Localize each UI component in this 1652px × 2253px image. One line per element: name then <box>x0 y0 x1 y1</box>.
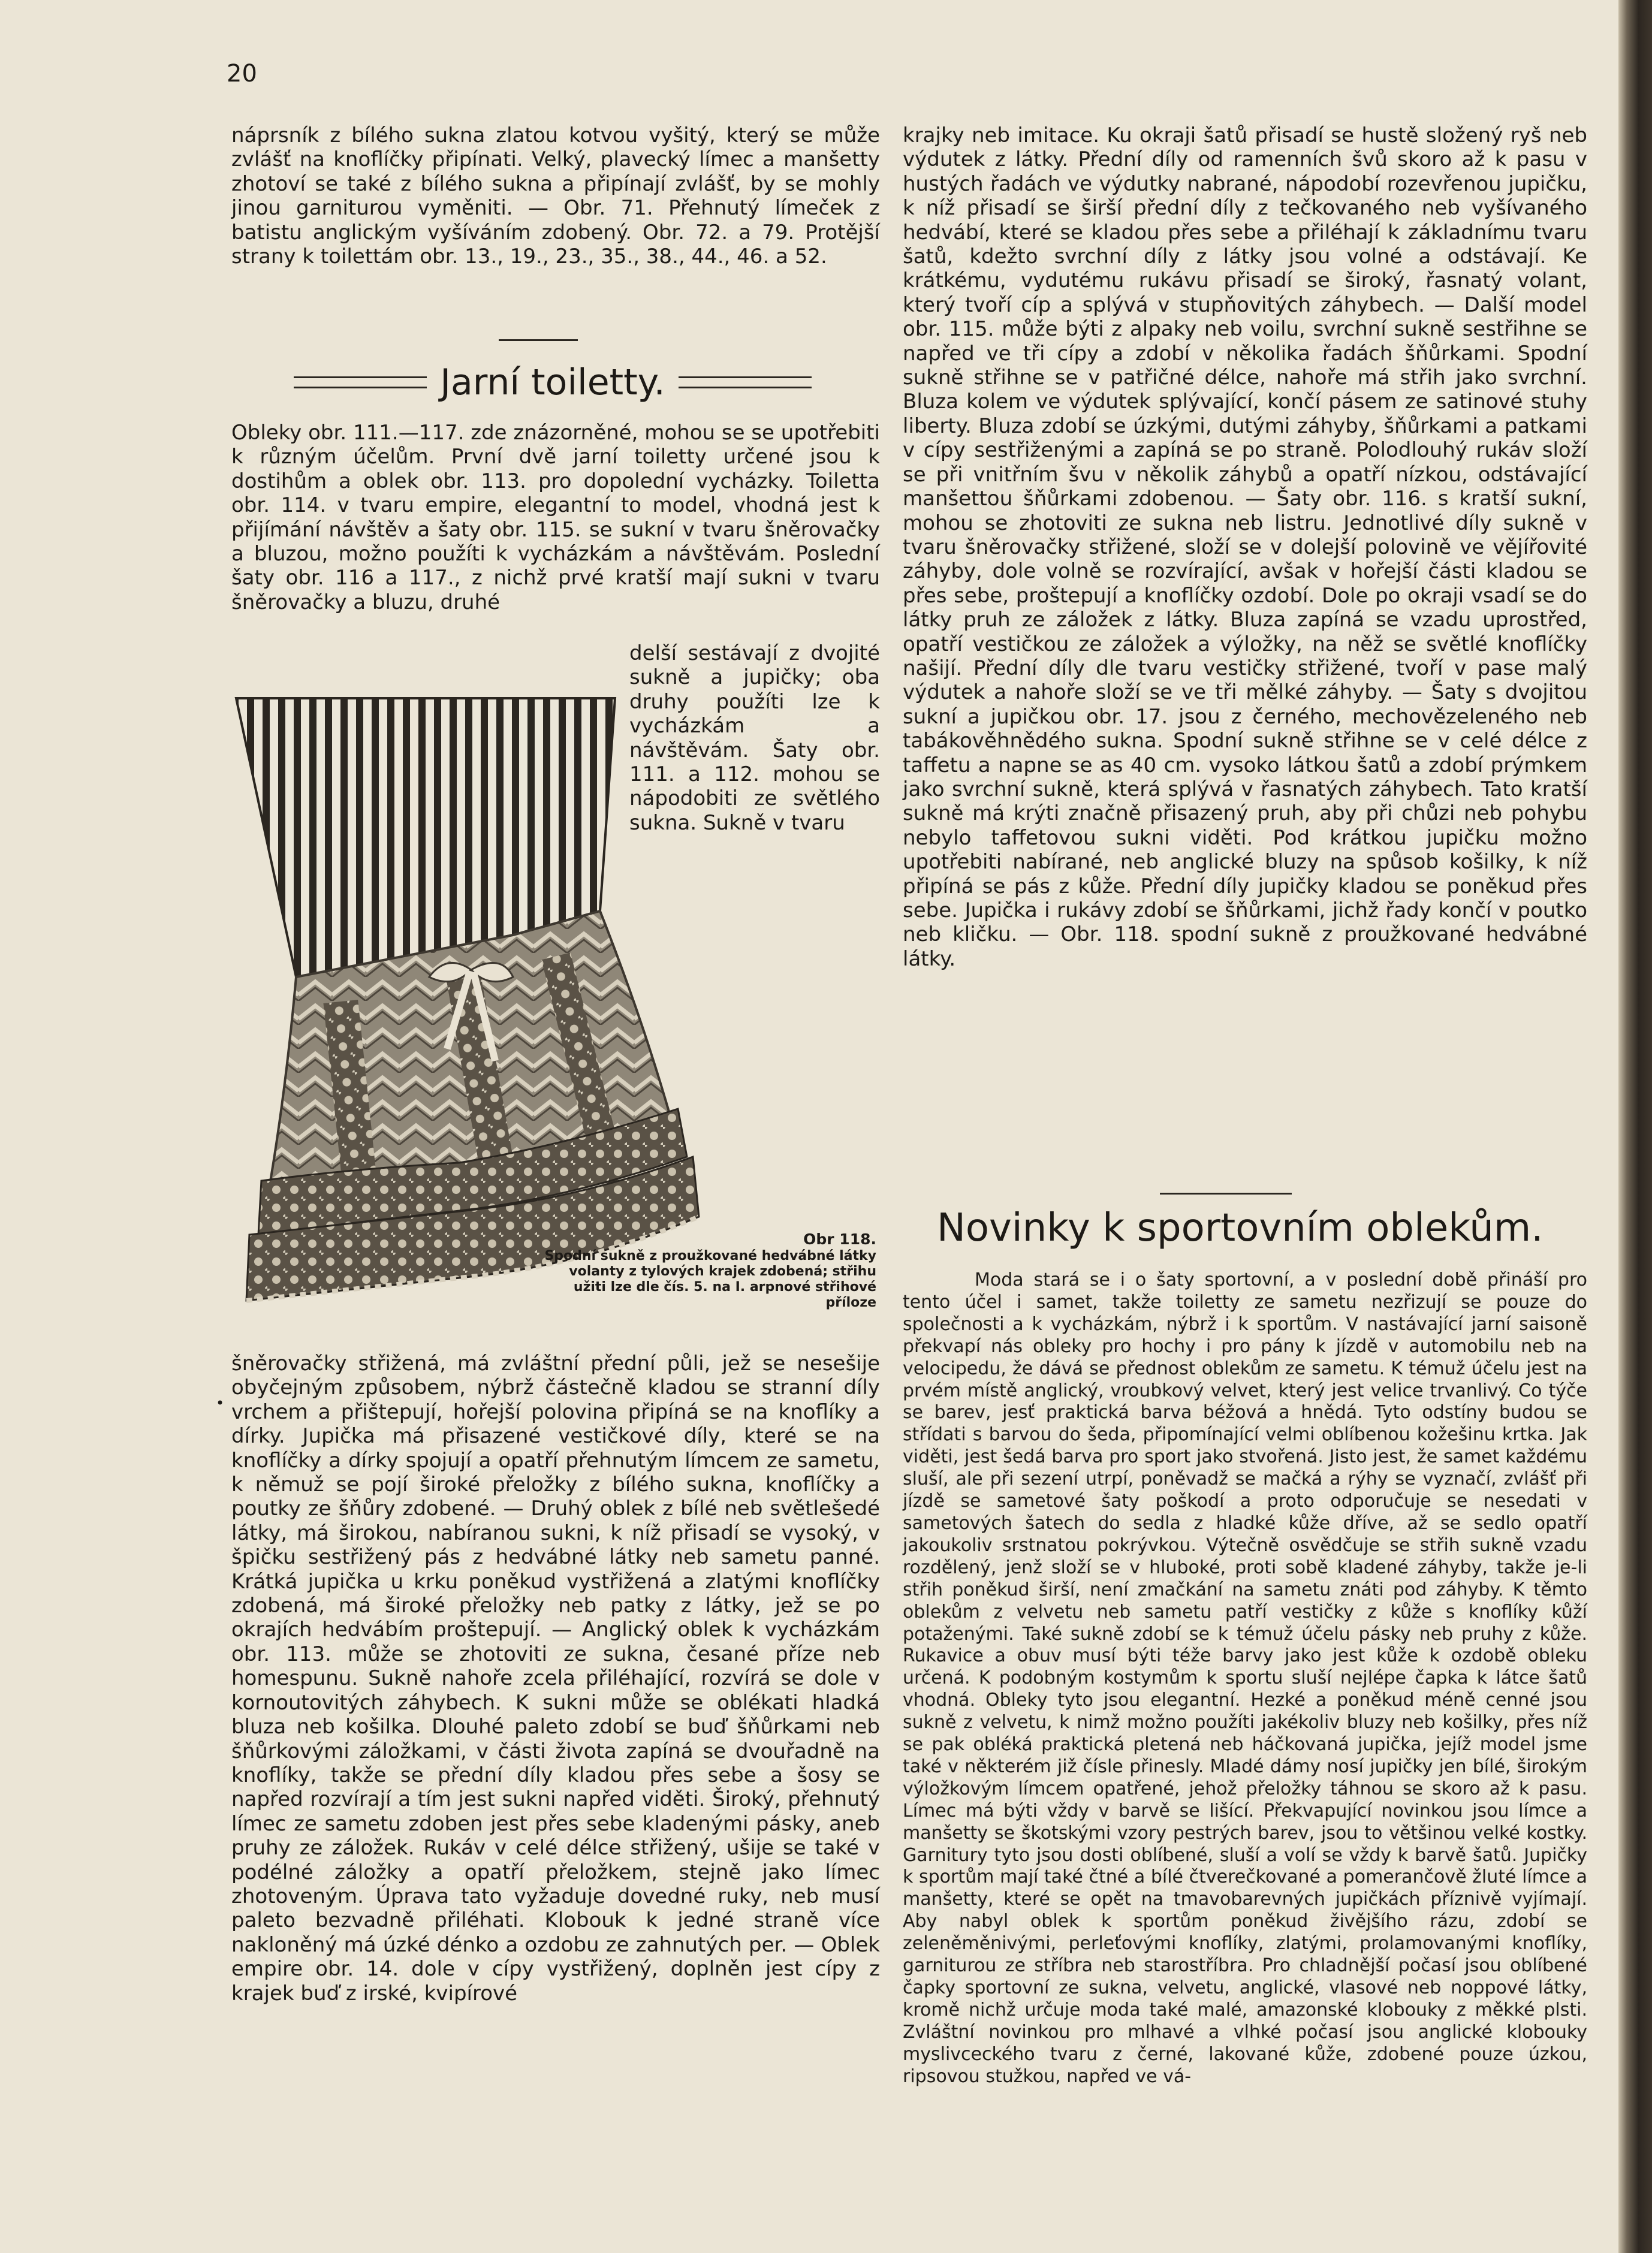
figure-caption-number: Obr 118. <box>803 1230 876 1248</box>
heading-rule-right <box>679 376 812 388</box>
page-number: 20 <box>227 60 257 88</box>
margin-mark: • <box>216 1395 225 1411</box>
figure-side-text <box>629 641 880 835</box>
book-spine-edge <box>1618 0 1652 2253</box>
section-title-sport: Novinky k sportovním oblekům. <box>937 1206 1544 1250</box>
divider <box>499 339 578 341</box>
figure-caption-text: Spodní sukně z proužkované hedvábné látky volanty z tylových krajek zdobená; střihu užiti lze dle čís. 5. na I. arpnové střihové příloze <box>544 1248 876 1310</box>
right-column <box>903 123 1587 971</box>
left-column-continuation <box>231 1352 880 2005</box>
left-column-intro <box>231 123 880 269</box>
section-heading-spring: Jarní toiletty. <box>294 361 812 403</box>
figure-side-paragraph: delší sestávají z dvojité sukně a jupičky; oba druhy použíti lze k vycházkám a návštěvám. Šaty obr. 111. a 112. mohou se nápodobiti ze světlého sukna. Sukně v tvaru <box>629 641 880 835</box>
intro-paragraph: náprsník z bílého sukna zlatou kotvou vyšitý, který se může zvlášť na knoflíčky připínati. Velký, plavecký límec a manšetty zhotoví se také z bílého sukna a připínají zvlášť, by se mohly jinou garniturou vyměniti. — Obr. 71. Přehnutý límeček z batistu anglickým vyšíváním zdobený. Obr. 72. a 79. Protější strany k toilettám obr. 13., 19., 23., 35., 38., 44., 46. a 52. <box>231 123 880 269</box>
spring-paragraph: Obleky obr. 111.—117. zde znázorněné, mohou se se upotřebiti k různým účelům. První dvě jarní toiletty určené jsou k dostihům a oblek obr. 113. pro dopolední vycházky. Toiletta obr. 114. v tvaru empire, elegantní to model, vhodná jest k přijímání návštěv a šaty obr. 115. se sukní v tvaru šněrovačky a bluzou, možno použíti k vycházkám a návštěvám. Poslední šaty obr. 116 a 117., z nichž prvé kratší mají sukni v tvaru šněrovačky a bluzu, druhé <box>231 421 880 614</box>
right-paragraph: krajky neb imitace. Ku okraji šatů přisadí se hustě složený ryš neb výdutek z látky. Přední díly od ramenních švů skoro až k pasu v hustých řadách ve výdutky nabrané, nápodobí rozevřenou jupičku, k níž přisadí se širší přední díly z tečkovaného neb vyšívaného hedvábí, které se kladou přes sebe a přiléhají k základnímu tvaru šatů, kdežto svrchní díly z látky jsou volné a odstávají. Ke krátkému, vydutému rukávu přisadí se široký, řasnatý volant, který tvoří cíp a splývá v stupňovitých záhybech. — Další model obr. 115. může býti z alpaky neb voilu, svrchní sukně sestřihne se napřed ve tři cípy a zdobí v několika řadách šňůrkami. Spodní sukně střihne se v patřičné délce, nahoře má střih jako svrchní. Bluza kolem ve výdutek splývající, končí pásem ze satinové stuhy liberty. Bluza zdobí se úzkými, dutými záhyby, šňůrkami a patkami v cípy sestřiženými a zapíná se po straně. Polodlouhý rukáv složí se při vnitřním švu v několik záhybů a opatří nízkou, odstávající manšettou šňůrkami zdobenou. — Šaty obr. 116. s kratší sukní, mohou se zhotoviti ze sukna neb listru. Jednotlivé díly sukně v tvaru šněrovačky střižené, složí se v dolejší polovině ve vějířovité záhyby, dole volně se rozvírající, avšak v hořejší části kladou se přes sebe, proštepují a knoflíčky ozdobí. Dole po okraji vsadí se do látky pruh ze záložek z látky. Bluza zapíná se vzadu uprostřed, opatří vestičkou ze záložek a výložky, na něž se světlé knoflíčky našijí. Přední díly dle tvaru vestičky střižené, tvoří v pase malý výdutek a nahoře složí se ve tři mělké záhyby. — Šaty s dvojitou sukní a jupičkou obr. 17. jsou z černého, mechovězeleného neb tabákověhnědého sukna. Spodní sukně střihne se v celé délce z taffetu a napne se as 40 cm. vysoko látkou šatů a zdobí prýmkem jako svrchní sukně, která splývá v řasnatých záhybech. Tato kratší sukně má krýti značně přisazený pruh, aby při chůzi neb pohybu nebylo taffetovou sukni viděti. Pod krátkou jupičku možno upotřebiti nabírané, neb anglické bluzy na spůsob košilky, k níž připíná se pás z kůže. Přední díly jupičky kladou se poněkud přes sebe. Jupička i rukávy zdobí se šňůrkami, jichž řady končí v poutko neb kličku. — Obr. 118. spodní sukně z proužkované hedvábné látky. <box>903 123 1587 971</box>
sport-paragraph: Moda stará se i o šaty sportovní, a v poslední době přináší pro tento účel i samet, takže toiletty ze sametu nezřizují se pouze do společnosti a k vycházkám, nýbrž i k sportům. V nastávající jarní saisoně překvapí nás obleky pro hochy i pro pány k jízdě v automobilu neb na velocipedu, že dává se přednost oblekům ze sametu. K témuž účelu jest na prvém místě anglický, vroubkový velvet, který jest velice trvanlivý. Co týče se barev, jesť praktická barva béžová a hnědá. Tyto odstíny budou se střídati s barvou do šeda, připomínající velmi oblíbenou kožešinu krtka. Jak viděti, jest šedá barva pro sport jako stvořená. Jisto jest, že samet každému sluší, ale při sezení utrpí, poněvadž se mačká a rýhy se vyznačí, zvlášť při jízdě se sametové šaty poškodí a proto odporučuje se nesedati v sametových šatech do sedla z hladké kůže dříve, až se sedlo opatří jakoukoliv srstnatou pokrývkou. Výtečně osvědčuje se střih sukně vzadu rozdělený, jenž složí se v hluboké, proti sobě kladené záhyby, takže je-li střih poněkud širší, není zmačkání na sametu znáti pod záhyby. K těmto oblekům z velvetu neb sametu patří vestičky z kůže s knoflíky kůží potaženými. Také sukně zdobí se k témuž účelu pásky neb pruhy z kůže. Rukavice a obuv musí býti téže barvy jako jest kůže k ozdobě obleku určená. K podobným kostymům k sportu sluší nejlépe čapka k látce šatů vhodná. Obleky tyto jsou elegantní. Hezké a poněkud méně cenné jsou sukně z velvetu, k nimž možno použíti jakékoliv bluzy neb košilky, přes níž se pak obléká praktická pletená neb háčkovaná jupička, jejíž model jsme také v některém již čísle přinesly. Mladé dámy nosí jupičky jen bílé, širokým výložkovým límcem opatřené, jehož přeložky táhnou se skoro až k pasu. Límec má býti vždy v barvě se lišící. Překvapující novinkou jsou límce a manšetty se škotskými vzory pestrých barev, jsou to většinou velké kostky. Garnitury tyto jsou dosti oblíbené, sluší a volí se vždy k barvě šatů. Jupičky k sportům mají také čtné a bílé čtverečkované a pomerančově žluté límce a manšetty, které se opět na tmavobarevných jupičkách příznivě vyjímají. Aby nabyl oblek k sportům poněkud živějšího rázu, zdobí se zeleněměnivými, perleťovými knoflíky, zlatými, prolamovanými knoflíky, garniturou ze stříbra neb starostříbra. Pro chladnější počasí jsou oblíbené čapky sportovní ze sukna, velvetu, anglické, vlasové neb noppové látky, kromě nichž určuje moda také malé, amazonské klobouky z měkké plsti. Zvláštní novinkou pro mlhavé a vlhké počasí jsou anglické klobouky myslivceckého tvaru z černé, lakované kůže, zdobené pouze úzkou, ripsovou stužkou, napřed ve vá- <box>903 1269 1587 2087</box>
heading-rule-left <box>294 376 427 388</box>
sport-section <box>903 1269 1587 2088</box>
divider-right <box>1160 1193 1292 1195</box>
left-column-paragraph <box>231 421 880 614</box>
continuation-paragraph: šněrovačky střižená, má zvláštní přední půli, jež se nesešije obyčejným způsobem, nýbrž částečně kladou se stranní díly vrchem a přištepují, hořejší polovina připíná se na knoflíky a dírky. Jupička má přisazené vestičkové díly, které se na knoflíčky a dírky spojují a opatří přehnutým límcem ze sametu, k němuž se pojí široké přeložky z bílého sukna, knoflíčky a poutky ze šňůry zdobené. — Druhý oblek z bílé neb světlešedé látky, má širokou, nabíranou sukni, k níž přisadí se vysoký, v špičku sestřižený pás z hedvábné látky neb sametu panné. Krátká jupička u krku poněkud vystřižená a zlatými knoflíčky zdobená, má široké přeložky neb patky z látky, jež se po okrajích hedvábím proštepují. — Anglický oblek k vycházkám obr. 113. může se zhotoviti ze sukna, česané příze neb homespunu. Sukně nahoře zcela přiléhající, rozvírá se dole v kornoutovitých záhybech. K sukni může se oblékati hladká bluza neb košilka. Dlouhé paleto zdobí se buď šňůrkami neb šňůrkovými záložkami, v části života zapíná se dvouřadně na knoflíky, takže se přední díly kladou přes sebe a šosy se napřed rozvírají a tím jest sukni napřed viděti. Široký, přehnutý límec ze sametu zdoben jest přes sebe kladenými pásky, aneb pruhy ze záložek. Rukáv v celé délce střižený, ušije se také v podélné záložky a opatří přeložkem, stejně jako límec zhotoveným. Úprava tato vyžaduje dovedné ruky, neb musí paleto bezvadně přiléhati. Klobouk k jedné straně více nakloněný má úzké dénko a ozdobu ze zahnutých per. — Oblek empire obr. 14. dole v cípy vystřižený, doplněn jest cípy z krajek buď z irské, kvipírové <box>231 1352 880 2005</box>
